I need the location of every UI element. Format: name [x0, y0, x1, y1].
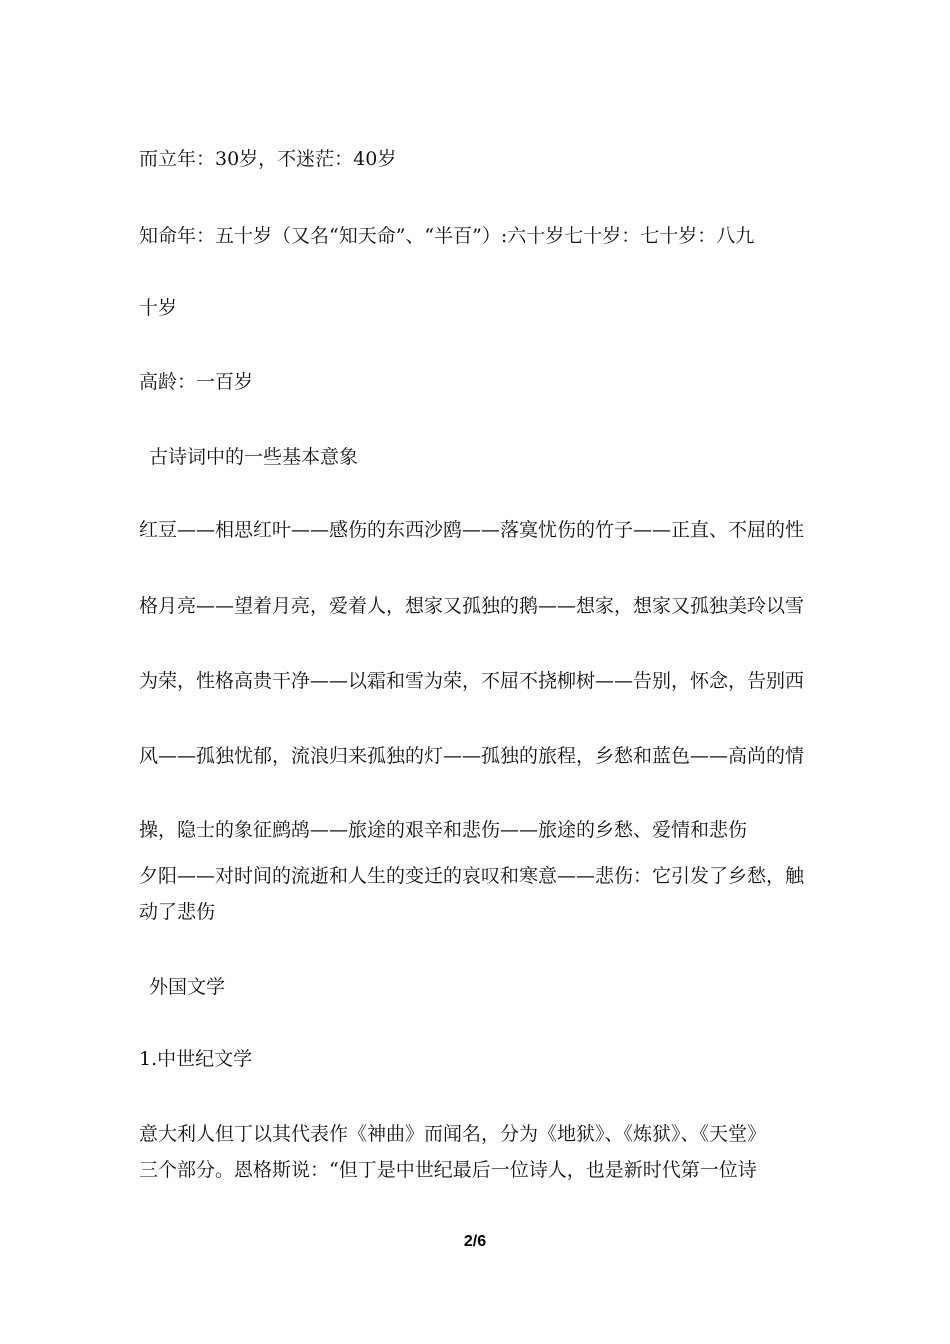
paragraph-line: 风——孤独忧郁，流浪归来孤独的灯——孤独的旅程，乡愁和蓝色——高尚的情 [139, 745, 805, 767]
paragraph-line: 格月亮——望着月亮，爱着人，想家又孤独的鹅——想家，想家又孤独美玲以雪 [139, 595, 805, 617]
page-number: 2/6 [463, 1233, 487, 1250]
paragraph-line: 夕阳——对时间的流逝和人生的变迁的哀叹和寒意——悲伤：它引发了乡愁，触 [139, 865, 805, 887]
paragraph-line: 十岁 [139, 297, 178, 319]
paragraph-line: 高龄：一百岁 [139, 371, 254, 393]
paragraph-line: 红豆——相思红叶——感伤的东西沙鸥——落寞忧伤的竹子——正直、不屈的性 [139, 519, 805, 541]
section-heading: 外国文学 [149, 976, 226, 998]
section-heading: 古诗词中的一些基本意象 [149, 446, 359, 468]
paragraph-line: 意大利人但丁以其代表作《神曲》而闻名，分为《地狱》、《炼狱》、《天堂》 [139, 1123, 767, 1145]
paragraph-line: 动了悲伤 [139, 901, 216, 923]
paragraph-line: 而立年：30岁，不迷茫：40岁 [139, 148, 397, 170]
paragraph-line: 操，隐士的象征鹧鸪——旅途的艰辛和悲伤——旅途的乡愁、爱情和悲伤 [139, 819, 748, 841]
subsection-heading: 1.中世纪文学 [139, 1048, 253, 1070]
paragraph-line: 三个部分。恩格斯说：“但丁是中世纪最后一位诗人，也是新时代第一位诗 [139, 1159, 757, 1181]
paragraph-line: 为荣，性格高贵干净——以霜和雪为荣，不屈不挠柳树——告别，怀念，告别西 [139, 670, 805, 692]
paragraph-line: 知命年：五十岁（又名“知天命”、“半百”）:六十岁七十岁：七十岁：八九 [139, 225, 755, 247]
